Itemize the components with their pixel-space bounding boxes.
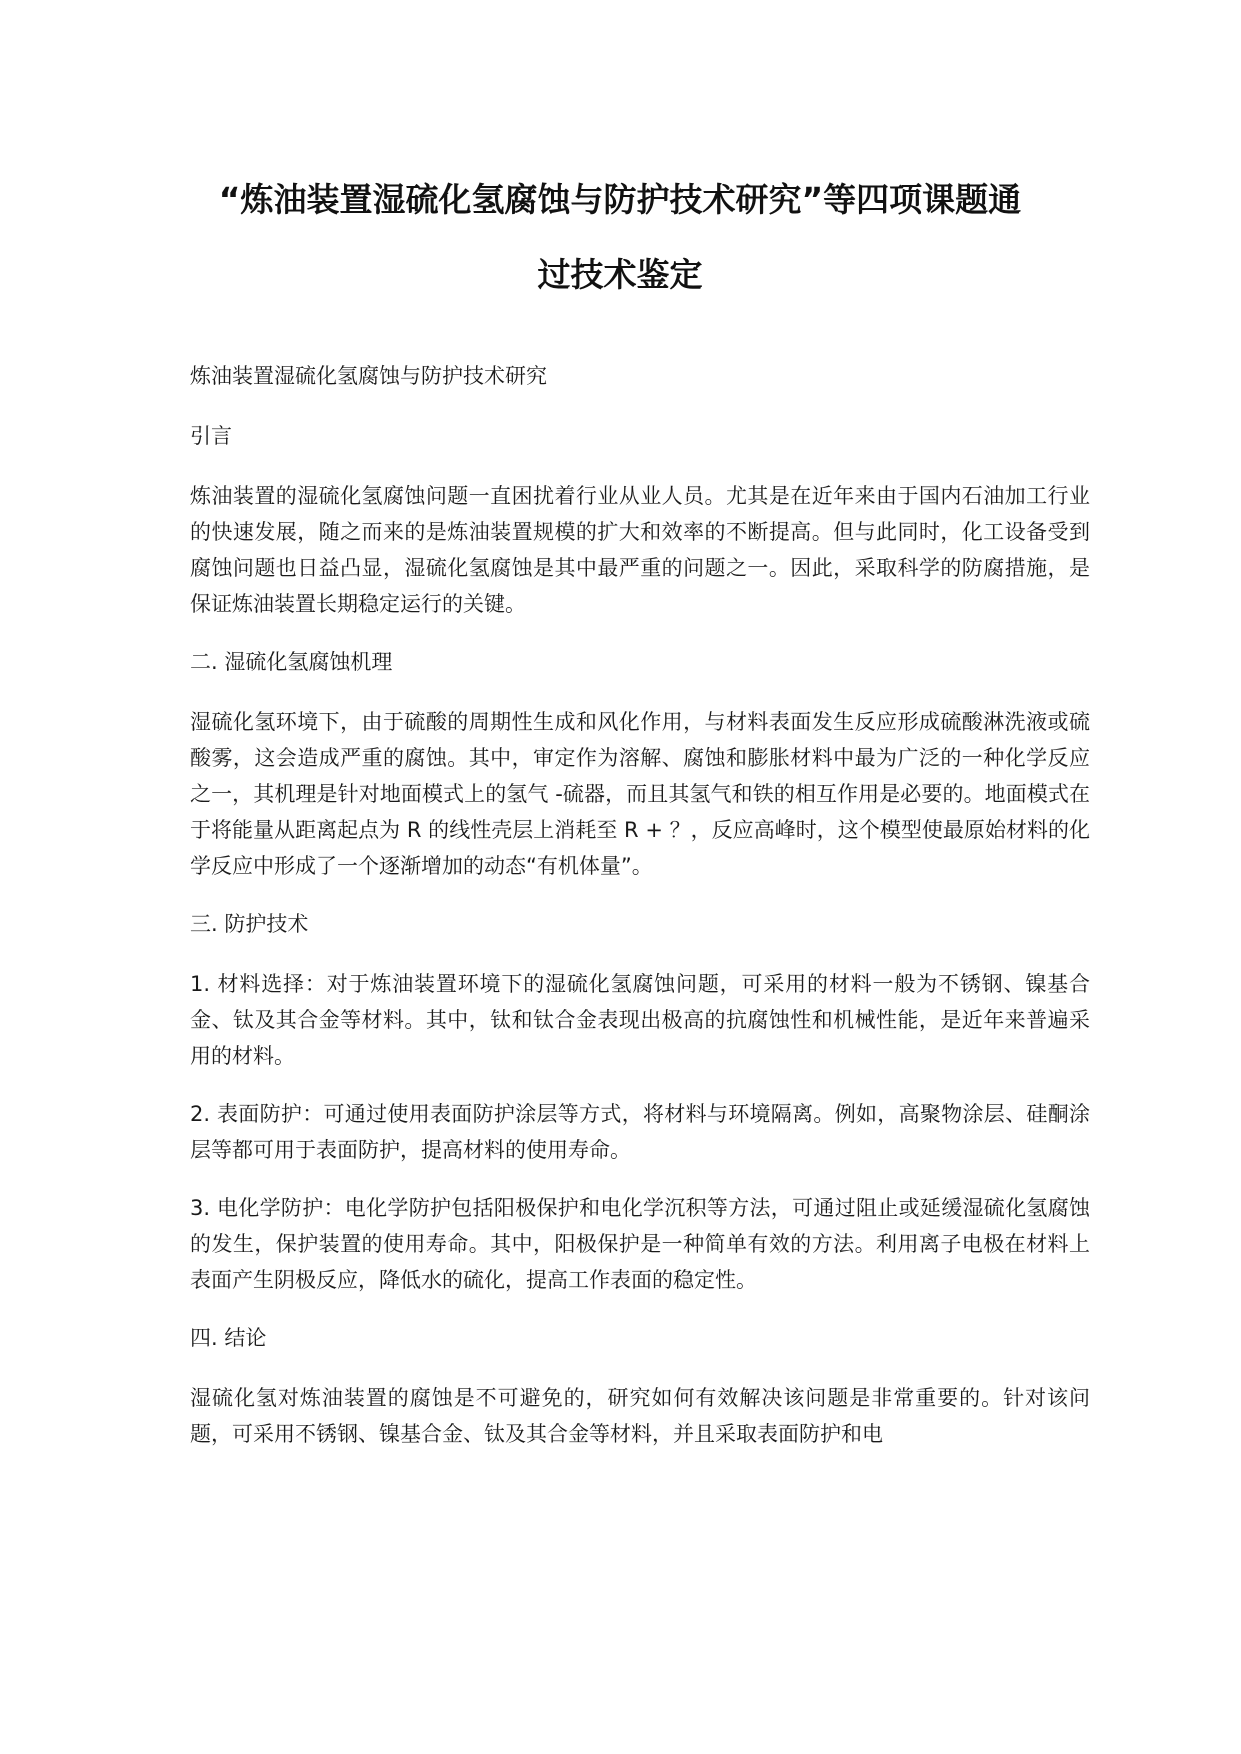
paragraph-surface-protection: 2. 表面防护：可通过使用表面防护涂层等方式，将材料与环境隔离。例如，高聚物涂层、硅酮涂层等都可用于表面防护，提高材料的使用寿命。 (190, 1102, 1090, 1162)
paragraph-electrochemical-protection: 3. 电化学防护：电化学防护包括阳极保护和电化学沉积等方法，可通过阻止或延缓湿硫化氢腐蚀的发生，保护装置的使用寿命。其中，阳极保护是一种简单有效的方法。利用离子电极在材料上表面产生阴极反应，降低水的硫化，提高工作表面的稳定性。 (190, 1196, 1090, 1292)
document-title-line-1: “炼油装置湿硫化氢腐蚀与防护技术研究”等四项课题通 (218, 180, 1022, 219)
section-heading-conclusion: 四. 结论 (190, 1326, 267, 1350)
section-heading-intro: 引言 (190, 424, 232, 448)
paragraph-mechanism: 湿硫化氢环境下，由于硫酸的周期性生成和风化作用，与材料表面发生反应形成硫酸淋洗液或硫酸雾，这会造成严重的腐蚀。其中，审定作为溶解、腐蚀和膨胀材料中最为广泛的一种化学反应之一，其机理是针对地面模式上的氢气 -硫器，而且其氢气和铁的相互作用是必要的。地面模式在于将能量从距离起点为 R 的线性壳层上消耗至 R + ？，反应高峰时，这个模型使最原始材料的化学反应中形成了一个逐渐增加的动态“有机体量”。 (190, 710, 1090, 878)
document-title-line-2: 过技术鉴定 (537, 255, 703, 294)
paragraph-intro: 炼油装置的湿硫化氢腐蚀问题一直困扰着行业从业人员。尤其是在近年来由于国内石油加工行业的快速发展，随之而来的是炼油装置规模的扩大和效率的不断提高。但与此同时，化工设备受到腐蚀问题也日益凸显，湿硫化氢腐蚀是其中最严重的问题之一。因此，采取科学的防腐措施，是保证炼油装置长期稳定运行的关键。 (190, 484, 1090, 616)
section-heading-mechanism: 二. 湿硫化氢腐蚀机理 (190, 650, 393, 674)
paragraph-conclusion: 湿硫化氢对炼油装置的腐蚀是不可避免的，研究如何有效解决该问题是非常重要的。针对该问题，可采用不锈钢、镍基合金、钛及其合金等材料，并且采取表面防护和电 (190, 1386, 1090, 1446)
section-heading-protection: 三. 防护技术 (190, 912, 309, 936)
section-subtitle: 炼油装置湿硫化氢腐蚀与防护技术研究 (190, 364, 547, 388)
paragraph-material-selection: 1. 材料选择：对于炼油装置环境下的湿硫化氢腐蚀问题，可采用的材料一般为不锈钢、镍基合金、钛及其合金等材料。其中，钛和钛合金表现出极高的抗腐蚀性和机械性能，是近年来普遍采用的材料。 (190, 972, 1090, 1068)
document-body (190, 358, 1090, 1474)
